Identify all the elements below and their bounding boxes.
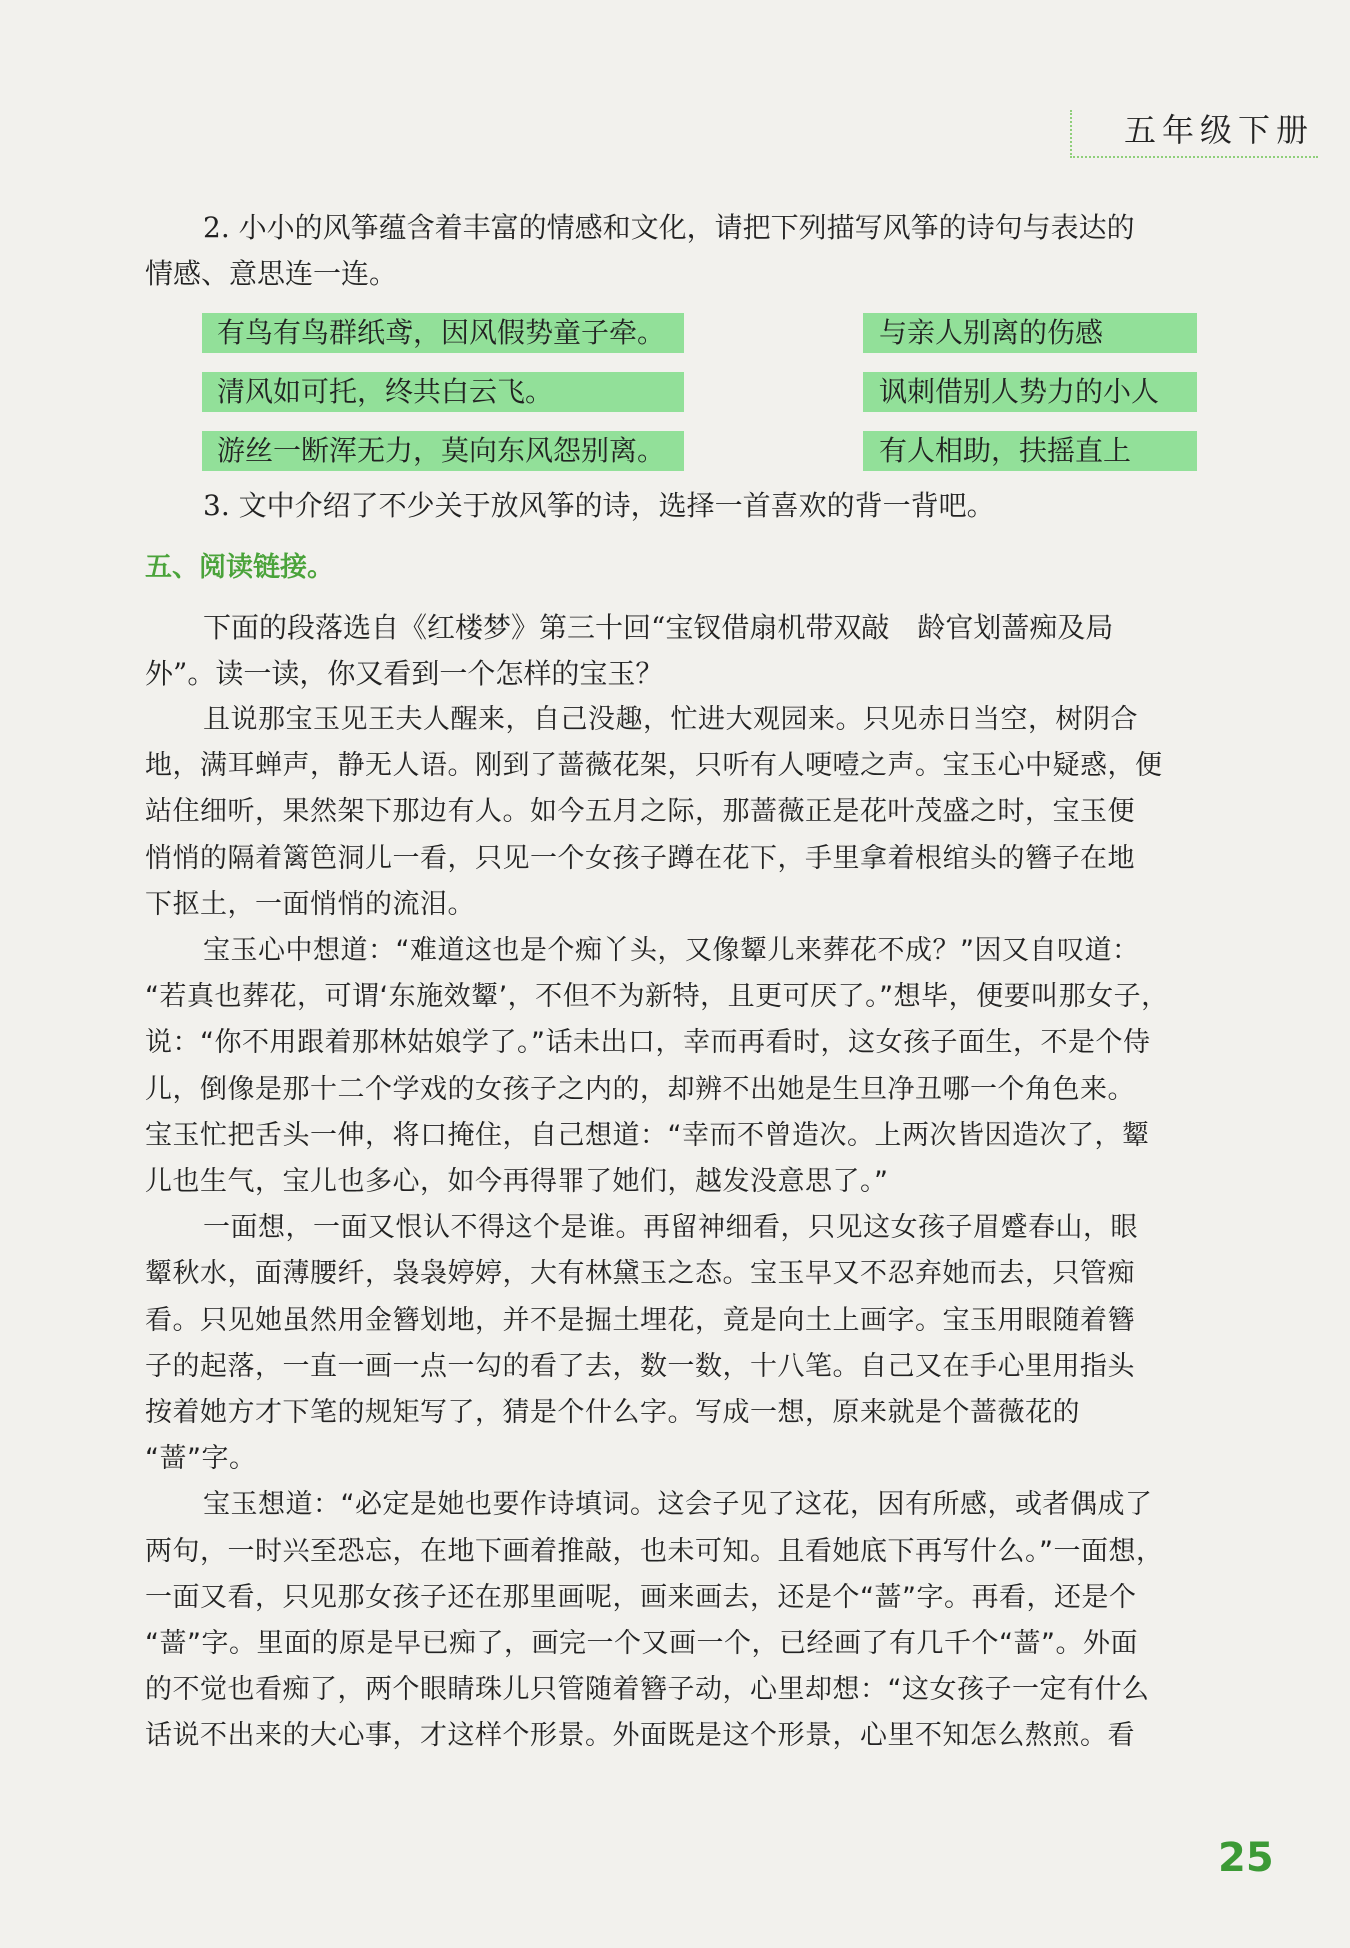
excerpt-line: 话说不出来的大心事，才这样个形景。外面既是这个形景，心里不知怎么熬煎。看 [145,1720,1135,1752]
excerpt-line: 且说那宝玉见王夫人醒来，自己没趣，忙进大观园来。只见赤日当空，树阴合 [203,704,1138,735]
excerpt-line: “若真也葬花，可谓‘东施效颦’，不但不为新特，且更可厌了。”想毕，便要叫那女子， [145,981,1169,1013]
excerpt-line: 看。只见她虽然用金簪划地，并不是掘土埋花，竟是向土上画字。宝玉用眼随着簪 [145,1304,1135,1336]
excerpt-line: 两句，一时兴至恐忘，在地下画着推敲，也未可知。且看她底下再写什么。”一面想， [145,1535,1164,1567]
excerpt-line: 地，满耳蝉声，静无人语。刚到了蔷薇花架，只听有人哽噎之声。宝玉心中疑惑，便 [145,750,1163,782]
poem-line-2[interactable]: 清风如可托，终共白云飞。 [202,372,684,412]
poem-line-1[interactable]: 有鸟有鸟群纸鸢，因风假势童子牵。 [202,313,684,353]
excerpt-line: 宝玉忙把舌头一伸，将口掩住，自己想道：“幸而不曾造次。上两次皆因造次了，颦 [145,1119,1150,1151]
excerpt-line: 一面想，一面又恨认不得这个是谁。再留神细看，只见这女孩子眉蹙春山，眼 [203,1212,1138,1244]
excerpt-line: 儿，倒像是那十二个学戏的女孩子之内的，却辨不出她是生旦净丑哪一个角色来。 [145,1073,1135,1105]
intro-line: 下面的段落选自《红楼梦》第三十回“宝钗借扇机带双敲 龄官划蔷痴及局 [203,611,1114,644]
section-title-reading-link: 五、阅读链接。 [145,552,334,583]
excerpt-line: 一面又看，只见那女孩子还在那里画呢，画来画去，还是个“蔷”字。再看，还是个 [145,1581,1137,1613]
excerpt-line: 的不觉也看痴了，两个眼睛珠儿只管随着簪子动，心里却想：“这女孩子一定有什么 [145,1674,1150,1706]
excerpt-line: 颦秋水，面薄腰纤，袅袅婷婷，大有林黛玉之态。宝玉早又不忍弃她而去，只管痴 [145,1258,1135,1290]
meaning-2[interactable]: 讽刺借别人势力的小人 [863,372,1197,412]
excerpt-line: “蔷”字。 [145,1443,257,1475]
reading-intro [145,605,1200,697]
question-2-line-1: 2. 小小的风筝蕴含着丰富的情感和文化，请把下列描写风筝的诗句与表达的 [203,211,1135,244]
question-2-line-2: 情感、意思连一连。 [145,257,398,290]
excerpt-line: 按着她方才下笔的规矩写了，猜是个什么字。写成一想，原来就是个蔷薇花的 [145,1397,1080,1429]
excerpt-line: 宝玉想道：“必定是她也要作诗填词。这会子见了这花，因有所感，或者偶成了 [203,1489,1153,1521]
excerpt-line: 儿也生气，宝儿也多心，如今再得罪了她们，越发没意思了。” [145,1166,889,1198]
meaning-3[interactable]: 有人相助，扶摇直上 [863,431,1197,471]
excerpt-line: 说：“你不用跟着那林姑娘学了。”话未出口，幸而再看时，这女孩子面生，不是个侍 [145,1027,1151,1059]
excerpt-line: 子的起落，一直一画一点一勾的看了去，数一数，十八笔。自己又在手心里用指头 [145,1350,1135,1382]
grade-label: 五年级下册 [1070,110,1318,158]
page-content [145,205,1200,1760]
novel-excerpt [145,697,1200,1760]
excerpt-line: “蔷”字。里面的原是早已痴了，画完一个又画一个，已经画了有几千个“蔷”。外面 [145,1628,1138,1660]
intro-line: 外”。读一读，你又看到一个怎样的宝玉？ [145,657,664,690]
meaning-1[interactable]: 与亲人别离的伤感 [863,313,1197,353]
excerpt-line: 宝玉心中想道：“难道这也是个痴丫头，又像颦儿来葬花不成？”因又自叹道： [203,935,1140,967]
excerpt-line: 站住细听，果然架下那边有人。如今五月之际，那蔷薇正是花叶茂盛之时，宝玉便 [145,796,1135,828]
excerpt-line: 悄悄的隔着篱笆洞儿一看，只见一个女孩子蹲在花下，手里拿着根绾头的簪子在地 [145,842,1135,874]
question-3: 3. 文中介绍了不少关于放风筝的诗，选择一首喜欢的背一背吧。 [203,489,995,522]
page-number: 25 [1218,1835,1274,1881]
poem-line-3[interactable]: 游丝一断浑无力，莫向东风怨别离。 [202,431,684,471]
excerpt-line: 下抠土，一面悄悄的流泪。 [145,888,475,920]
matching-exercise [145,305,1200,483]
